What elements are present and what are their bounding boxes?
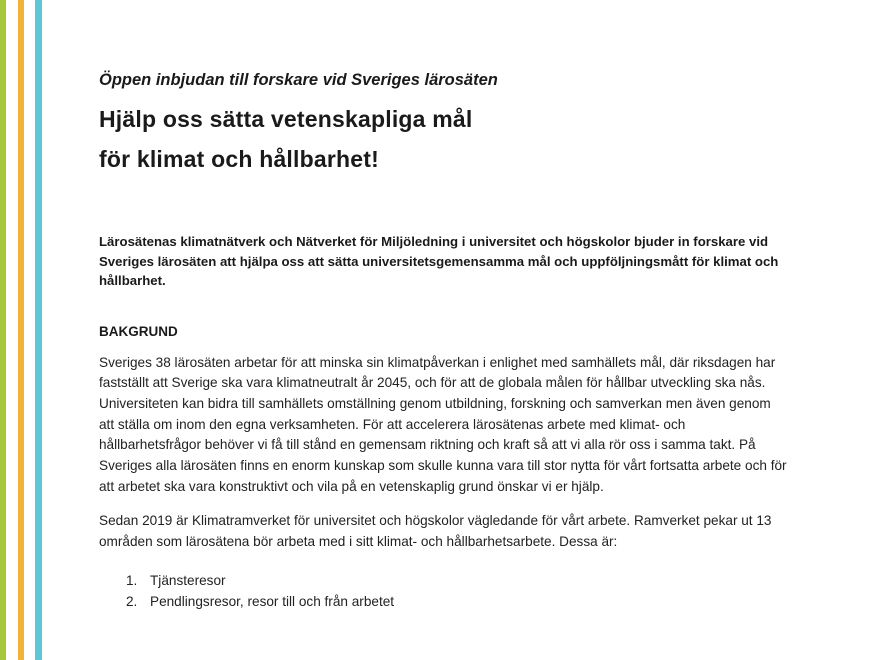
list-number: 1.: [126, 572, 138, 588]
intro-paragraph: Lärosätenas klimatnätverk och Nätverket för Miljöledning i universitet och högskolor bjuder in forskare vid Sveriges lärosäten att hjälpa oss att sätta universitetsgemensamma mål och uppföljningsmått för klimat och hållbarhet.: [99, 234, 779, 288]
decorative-stripe-green: [0, 0, 6, 660]
decorative-stripe-blue: [35, 0, 42, 660]
background-paragraph-2: Sedan 2019 är Klimatramverket för universitet och högskolor vägledande för vårt arbete. Ramverket pekar ut 13 områden som lärosätena bör arbeta med i sitt klimat- och hållbarhetsarbete. Dessa är:: [99, 513, 772, 550]
list-item: [126, 592, 789, 611]
title-line-1: Hjälp oss sätta vetenskapliga mål: [99, 106, 473, 132]
list-number: 2.: [126, 593, 138, 609]
list-text: Tjänsteresor: [150, 572, 226, 588]
area-list: [99, 571, 789, 611]
background-paragraph-1: Sveriges 38 lärosäten arbetar för att minska sin klimatpåverkan i enlighet med samhällets mål, där riksdagen har fastställt att Sverige ska vara klimatneutralt år 2045, och för att de globala målen för hållbar utveckling ska nås. Universiteten kan bidra till samhällets omställning genom utbildning, forskning och samverkan men även genom att ställa om inom den egna verksamheten. För att accelerera lärosätenas arbete med klimat- och hållbarhetsfrågor behöver vi få till stånd en gemensam riktning och kraft så att vi alla rör oss i samma takt. På Sveriges alla lärosäten finns en enorm kunskap som skulle kunna vara till stor nytta för vårt fortsatta arbete och för att arbetet ska vara konstruktivt och vila på en vetenskaplig grund önskar vi er hjälp.: [99, 354, 787, 494]
document-body: [99, 70, 789, 613]
section-heading: BAKGRUND: [99, 323, 178, 339]
document-title: [99, 99, 789, 179]
document-kicker: Öppen inbjudan till forskare vid Sveriges lärosäten: [99, 71, 498, 89]
decorative-stripe-orange: [18, 0, 24, 660]
title-line-2: för klimat och hållbarhet!: [99, 146, 379, 172]
list-item: [126, 571, 789, 590]
list-text: Pendlingsresor, resor till och från arbetet: [150, 593, 395, 609]
